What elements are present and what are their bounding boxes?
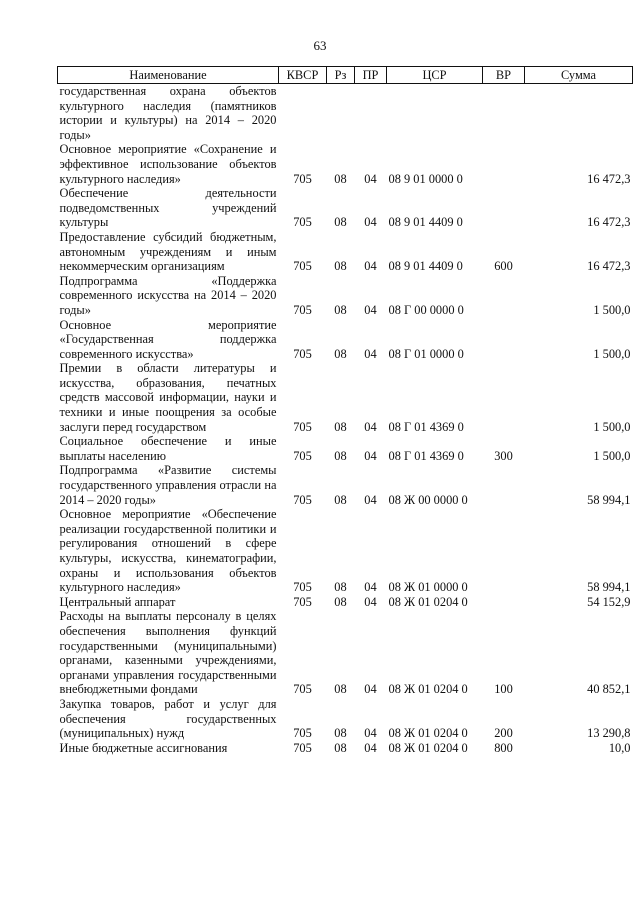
cell-sum: 1 500,0 — [593, 419, 631, 434]
cell-sum: 58 994,1 — [587, 492, 631, 507]
cell-pr: 04 — [364, 215, 377, 230]
cell-pr: 04 — [364, 594, 377, 609]
cell-vr — [483, 595, 525, 610]
cell-name: Расходы на выплаты персоналу в целях обеспечения выполнения функций государственными (муниципальными) органами, казенными учреждениями, органами управления государственными внебюджетными фондами — [59, 609, 277, 697]
table-row — [58, 434, 633, 463]
page-number: 63 — [313, 38, 327, 53]
cell-pr — [355, 84, 387, 143]
table-row — [58, 318, 633, 362]
cell-rz: 08 — [334, 448, 347, 463]
cell-vr — [483, 507, 525, 595]
cell-name: Подпрограмма «Развитие системы государственного управления отрасли на 2014 – 2020 годы» — [59, 463, 277, 507]
cell-name: Иные бюджетные ассигнования — [59, 740, 228, 755]
cell-csr: 08 Ж 01 0204 0 — [388, 682, 468, 697]
cell-pr: 04 — [364, 419, 377, 434]
cell-kvsr: 705 — [293, 682, 312, 697]
cell-sum — [525, 84, 633, 143]
cell-vr: 600 — [494, 259, 513, 274]
cell-rz: 08 — [334, 594, 347, 609]
cell-kvsr: 705 — [293, 302, 312, 317]
cell-sum: 1 500,0 — [593, 302, 631, 317]
cell-csr: 08 Г 01 0000 0 — [388, 346, 464, 361]
cell-csr: 08 Г 00 0000 0 — [388, 302, 464, 317]
cell-vr — [483, 274, 525, 318]
cell-name: Центральный аппарат — [59, 594, 176, 609]
cell-pr: 04 — [364, 302, 377, 317]
header-csr: ЦСР — [387, 67, 483, 84]
table-header — [58, 67, 633, 84]
cell-vr — [483, 361, 525, 434]
table-row — [58, 609, 633, 697]
table-row — [58, 84, 633, 143]
table-row — [58, 230, 633, 274]
cell-csr: 08 9 01 4409 0 — [388, 259, 463, 274]
table-row — [58, 361, 633, 434]
cell-sum: 16 472,3 — [587, 259, 631, 274]
cell-name: Основное мероприятие «Государственная поддержка современного искусства» — [59, 317, 277, 361]
cell-pr: 04 — [364, 492, 377, 507]
table-body — [58, 84, 633, 756]
cell-vr — [483, 463, 525, 507]
cell-rz: 08 — [334, 419, 347, 434]
table-row — [58, 595, 633, 610]
cell-kvsr: 705 — [293, 419, 312, 434]
cell-rz: 08 — [334, 740, 347, 755]
table-row — [58, 142, 633, 186]
cell-rz: 08 — [334, 346, 347, 361]
cell-vr: 300 — [494, 448, 513, 463]
cell-vr: 200 — [494, 726, 513, 741]
cell-pr: 04 — [364, 740, 377, 755]
cell-rz: 08 — [334, 580, 347, 595]
cell-csr: 08 Ж 01 0000 0 — [388, 580, 468, 595]
cell-csr: 08 9 01 0000 0 — [388, 171, 463, 186]
header-name: Наименование — [58, 67, 279, 84]
header-pr: ПР — [355, 67, 387, 84]
table-row — [58, 274, 633, 318]
header-sum: Сумма — [525, 67, 633, 84]
cell-sum: 1 500,0 — [593, 346, 631, 361]
cell-pr: 04 — [364, 580, 377, 595]
cell-name: Подпрограмма «Поддержка современного искусства на 2014 – 2020 годы» — [59, 273, 277, 317]
cell-name: Основное мероприятие «Обеспечение реализации государственной политики и регулирования отношений в сфере культуры, искусства, кинематографии, охраны и использования объектов культурного наследия» — [59, 507, 277, 595]
cell-sum: 16 472,3 — [587, 171, 631, 186]
table-row — [58, 697, 633, 741]
cell-sum: 58 994,1 — [587, 580, 631, 595]
cell-rz: 08 — [334, 302, 347, 317]
cell-kvsr: 705 — [293, 492, 312, 507]
cell-kvsr: 705 — [293, 346, 312, 361]
cell-pr: 04 — [364, 259, 377, 274]
cell-name: государственная охрана объектов культурного наследия (памятников истории и культуры) на 2014 – 2020 годы» — [59, 84, 277, 142]
cell-rz — [327, 84, 355, 143]
cell-pr: 04 — [364, 448, 377, 463]
header-rz: Рз — [327, 67, 355, 84]
cell-csr — [387, 84, 483, 143]
cell-kvsr: 705 — [293, 580, 312, 595]
cell-name: Закупка товаров, работ и услуг для обеспечения государственных (муниципальных) нужд — [59, 696, 277, 741]
cell-rz: 08 — [334, 215, 347, 230]
cell-vr: 800 — [494, 740, 513, 755]
cell-name: Основное мероприятие «Сохранение и эффективное использование объектов культурного наследия» — [59, 142, 277, 186]
header-row — [58, 67, 633, 84]
cell-rz: 08 — [334, 682, 347, 697]
cell-kvsr: 705 — [293, 259, 312, 274]
cell-pr: 04 — [364, 682, 377, 697]
cell-csr: 08 Ж 00 0000 0 — [388, 492, 468, 507]
cell-rz: 08 — [334, 259, 347, 274]
cell-csr: 08 Г 01 4369 0 — [388, 419, 464, 434]
cell-vr — [483, 84, 525, 143]
header-kvsr: КВСР — [279, 67, 327, 84]
cell-name: Социальное обеспечение и иные выплаты населению — [59, 434, 277, 463]
cell-sum: 10,0 — [608, 740, 631, 755]
table-row — [58, 741, 633, 756]
cell-csr: 08 Ж 01 0204 0 — [388, 726, 468, 741]
cell-rz: 08 — [334, 492, 347, 507]
cell-name: Премии в области литературы и искусства, образования, печатных средств массовой информации, науки и техники и иные поощрения за особые заслуги перед государством — [59, 361, 277, 434]
cell-csr: 08 Ж 01 0204 0 — [388, 594, 468, 609]
header-vr: ВР — [483, 67, 525, 84]
cell-kvsr: 705 — [293, 740, 312, 755]
cell-vr — [483, 318, 525, 362]
cell-kvsr: 705 — [293, 171, 312, 186]
cell-kvsr: 705 — [293, 726, 312, 741]
cell-name: Обеспечение деятельности подведомственных учреждений культуры — [59, 186, 277, 230]
cell-sum: 1 500,0 — [593, 448, 631, 463]
cell-kvsr: 705 — [293, 594, 312, 609]
table-row — [58, 507, 633, 595]
cell-kvsr: 705 — [293, 215, 312, 230]
cell-sum: 40 852,1 — [587, 682, 631, 697]
cell-kvsr: 705 — [293, 448, 312, 463]
cell-vr: 100 — [494, 682, 513, 697]
cell-pr: 04 — [364, 726, 377, 741]
cell-sum: 16 472,3 — [587, 215, 631, 230]
table-row — [58, 463, 633, 507]
cell-rz: 08 — [334, 726, 347, 741]
cell-vr — [483, 142, 525, 186]
table-row — [58, 186, 633, 230]
cell-csr: 08 9 01 4409 0 — [388, 215, 463, 230]
cell-kvsr — [279, 84, 327, 143]
cell-rz: 08 — [334, 171, 347, 186]
cell-pr: 04 — [364, 171, 377, 186]
cell-sum: 54 152,9 — [587, 594, 631, 609]
cell-sum: 13 290,8 — [587, 726, 631, 741]
cell-vr — [483, 186, 525, 230]
cell-csr: 08 Г 01 4369 0 — [388, 448, 464, 463]
cell-csr: 08 Ж 01 0204 0 — [388, 740, 468, 755]
budget-table — [57, 66, 633, 755]
cell-name: Предоставление субсидий бюджетным, автономным учреждениям и иным некоммерческим организациям — [59, 229, 277, 274]
cell-pr: 04 — [364, 346, 377, 361]
